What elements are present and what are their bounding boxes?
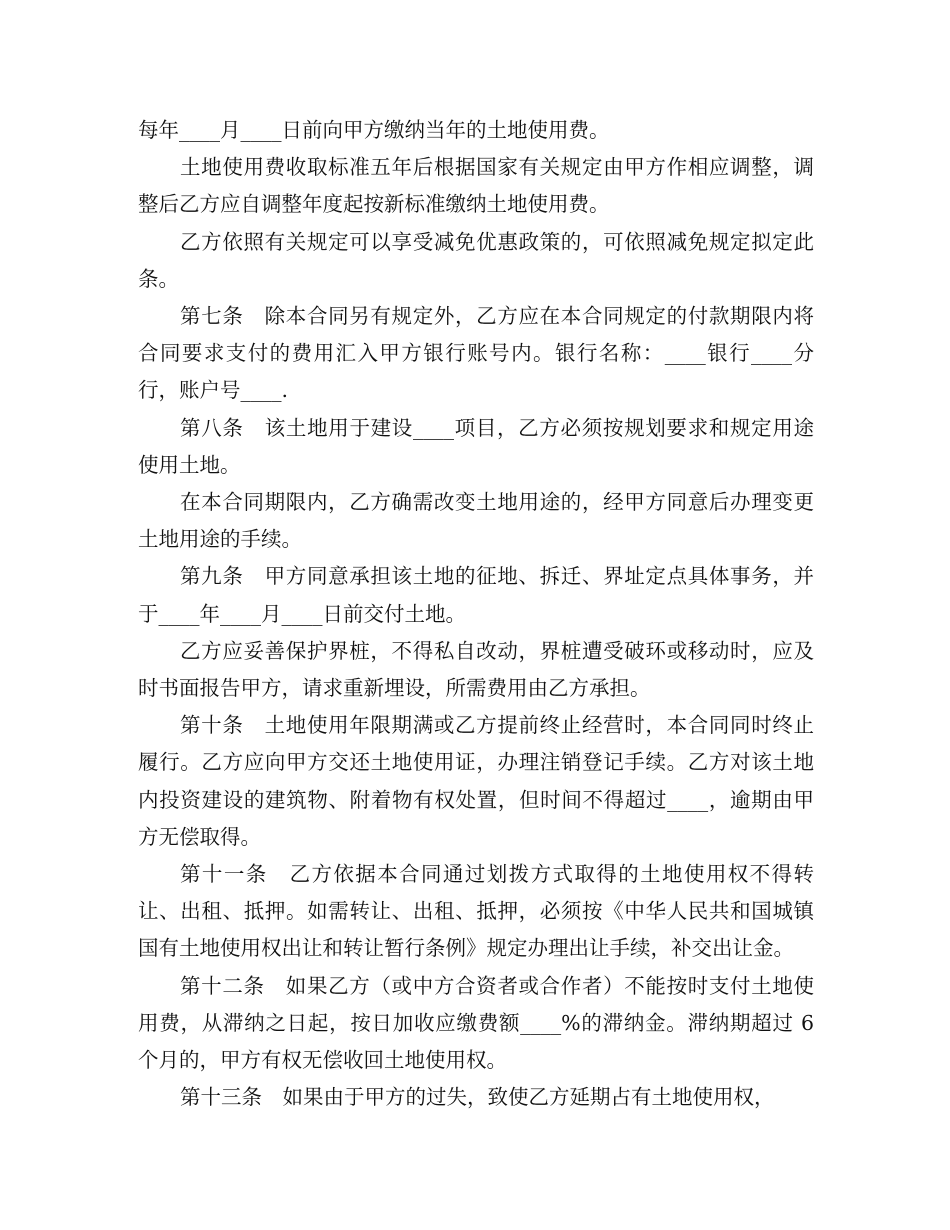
paragraph-article-8: 第八条 该土地用于建设____项目，乙方必须按规划要求和规定用途使用土地。 (138, 415, 814, 477)
paragraph-land-use-change: 在本合同期限内，乙方确需改变土地用途的，经甲方同意后办理变更土地用途的手续。 (138, 490, 814, 552)
paragraph-article-9: 第九条 甲方同意承担该土地的征地、拆迁、界址定点具体事务，并于____年____月____日前交付土地。 (138, 564, 814, 626)
paragraph-article-7: 第七条 除本合同另有规定外，乙方应在本合同规定的付款期限内将合同要求支付的费用汇入甲方银行账号内。银行名称：____银行____分行，账户号____. (138, 304, 814, 403)
paragraph-fee-adjustment: 土地使用费收取标准五年后根据国家有关规定由甲方作相应调整，调整后乙方应自调整年度起按新标准缴纳土地使用费。 (138, 155, 814, 217)
paragraph-fee-reduction: 乙方依照有关规定可以享受减免优惠政策的，可依照减免规定拟定此条。 (138, 229, 814, 291)
paragraph-article-12: 第十二条 如果乙方（或中方合资者或合作者）不能按时支付土地使用费，从滞纳之日起，按日加收应缴费额____%的滞纳金。滞纳期超过 6 个月的，甲方有权无偿收回土地使用权。 (138, 973, 821, 1073)
document-page (138, 112, 821, 1116)
paragraph-article-11: 第十一条 乙方依据本合同通过划拨方式取得的土地使用权不得转让、出租、抵押。如需转让、出租、抵押，必须按《中华人民共和国城镇国有土地使用权出让和转让暂行条例》规定办理出让手续，补交出让金。 (138, 862, 814, 961)
paragraph-article-13: 第十三条 如果由于甲方的过失，致使乙方延期占有土地使用权， (180, 1085, 775, 1110)
paragraph-boundary-markers: 乙方应妥善保护界桩，不得私自改动，界桩遭受破环或移动时，应及时书面报告甲方，请求重新埋设，所需费用由乙方承担。 (138, 638, 814, 701)
paragraph-fee-payment-date: 每年____月____日前向甲方缴纳当年的土地使用费。 (138, 118, 610, 142)
paragraph-article-10: 第十条 土地使用年限期满或乙方提前终止经营时，本合同同时终止履行。乙方应向甲方交还土地使用证，办理注销登记手续。乙方对该土地内投资建设的建筑物、附着物有权处置，但时间不得超过____，逾期由甲方无偿取得。 (138, 713, 814, 849)
